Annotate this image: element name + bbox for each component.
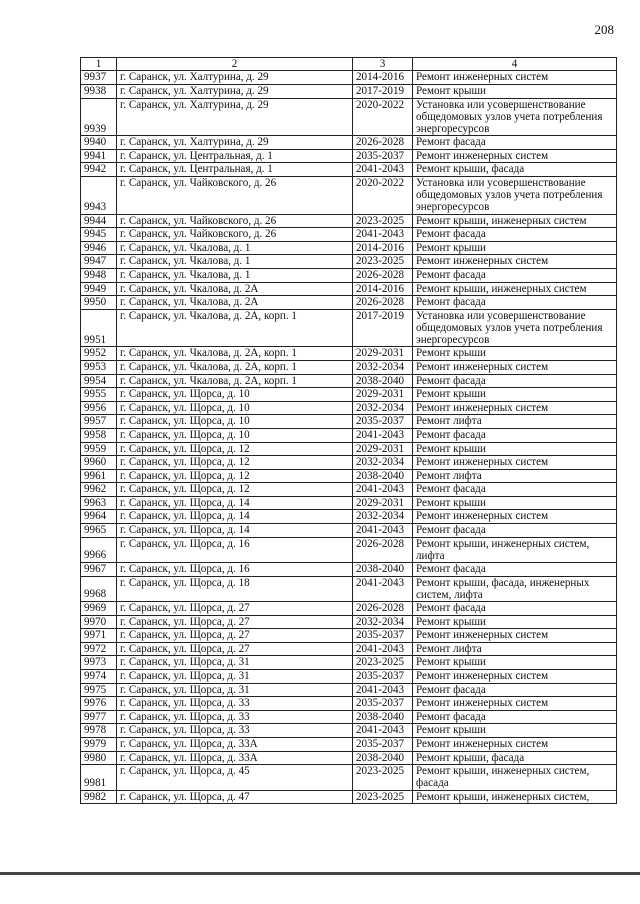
table-row [81,563,617,577]
period-cell: 2023-2025 [353,255,413,269]
address-cell: г. Саранск, ул. Щорса, д. 33 [117,710,353,724]
work-type-cell: Ремонт лифта [413,469,617,483]
period-cell: 2041-2043 [353,642,413,656]
period-cell: 2038-2040 [353,374,413,388]
address-cell: г. Саранск, ул. Чкалова, д. 2А, корп. 1 [117,347,353,361]
address-cell: г. Саранск, ул. Щорса, д. 14 [117,524,353,538]
table-row [81,751,617,765]
table-row [81,149,617,163]
work-type-cell: Ремонт крыши [413,615,617,629]
header-row [81,58,617,71]
address-cell: г. Саранск, ул. Щорса, д. 33 [117,724,353,738]
row-number-cell: 9941 [81,149,117,163]
table-row [81,765,617,790]
address-cell: г. Саранск, ул. Халтурина, д. 29 [117,71,353,85]
period-cell: 2032-2034 [353,456,413,470]
table-row [81,524,617,538]
address-cell: г. Саранск, ул. Щорса, д. 31 [117,670,353,684]
row-number-cell: 9955 [81,388,117,402]
row-number-cell: 9937 [81,71,117,85]
row-number-cell: 9938 [81,84,117,98]
row-number-cell: 9964 [81,510,117,524]
row-number-cell: 9963 [81,496,117,510]
col-header-3: 3 [353,58,413,71]
address-cell: г. Саранск, ул. Чкалова, д. 2А [117,282,353,296]
work-type-cell: Ремонт инженерных систем [413,738,617,752]
row-number-cell: 9954 [81,374,117,388]
row-number-cell: 9960 [81,456,117,470]
work-type-cell: Ремонт инженерных систем [413,401,617,415]
row-number-cell: 9980 [81,751,117,765]
period-cell: 2026-2028 [353,296,413,310]
address-cell: г. Саранск, ул. Щорса, д. 12 [117,483,353,497]
address-cell: г. Саранск, ул. Центральная, д. 1 [117,149,353,163]
address-cell: г. Саранск, ул. Щорса, д. 45 [117,765,353,790]
work-type-cell: Ремонт инженерных систем [413,149,617,163]
row-number-cell: 9940 [81,136,117,150]
address-cell: г. Саранск, ул. Щорса, д. 27 [117,602,353,616]
table-row [81,71,617,85]
row-number-cell: 9950 [81,296,117,310]
row-number-cell: 9957 [81,415,117,429]
period-cell: 2041-2043 [353,163,413,177]
row-number-cell: 9962 [81,483,117,497]
period-cell: 2020-2022 [353,176,413,214]
table-row [81,415,617,429]
address-cell: г. Саранск, ул. Чкалова, д. 2А, корп. 1 [117,360,353,374]
work-type-cell: Ремонт инженерных систем [413,510,617,524]
work-type-cell: Ремонт крыши, инженерных систем, [413,790,617,804]
table-row [81,629,617,643]
address-cell: г. Саранск, ул. Чкалова, д. 2А [117,296,353,310]
repair-schedule-table [80,57,617,804]
work-type-cell: Ремонт лифта [413,642,617,656]
work-type-cell: Ремонт крыши [413,84,617,98]
work-type-cell: Ремонт крыши [413,442,617,456]
table-row [81,374,617,388]
work-type-cell: Ремонт фасада [413,563,617,577]
row-number-cell: 9958 [81,428,117,442]
row-number-cell: 9972 [81,642,117,656]
table-row [81,483,617,497]
row-number-cell: 9946 [81,241,117,255]
row-number-cell: 9974 [81,670,117,684]
period-cell: 2023-2025 [353,765,413,790]
work-type-cell: Установка или усовершенствование общедомовых узлов учета потребления энергоресурсов [413,98,617,136]
address-cell: г. Саранск, ул. Чкалова, д. 1 [117,241,353,255]
row-number-cell: 9968 [81,576,117,601]
work-type-cell: Ремонт инженерных систем [413,670,617,684]
address-cell: г. Саранск, ул. Щорса, д. 10 [117,415,353,429]
row-number-cell: 9982 [81,790,117,804]
table-row [81,268,617,282]
period-cell: 2029-2031 [353,347,413,361]
work-type-cell: Ремонт инженерных систем [413,71,617,85]
period-cell: 2014-2016 [353,241,413,255]
work-type-cell: Ремонт фасада [413,296,617,310]
page-number: 208 [594,22,614,37]
table-row [81,710,617,724]
work-type-cell: Ремонт фасада [413,710,617,724]
table-row [81,602,617,616]
address-cell: г. Саранск, ул. Щорса, д. 10 [117,401,353,415]
work-type-cell: Ремонт фасада [413,268,617,282]
period-cell: 2026-2028 [353,136,413,150]
address-cell: г. Саранск, ул. Щорса, д. 12 [117,469,353,483]
address-cell: г. Саранск, ул. Чайковского, д. 26 [117,228,353,242]
period-cell: 2041-2043 [353,724,413,738]
row-number-cell: 9942 [81,163,117,177]
table-row [81,496,617,510]
row-number-cell: 9977 [81,710,117,724]
address-cell: г. Саранск, ул. Чкалова, д. 1 [117,255,353,269]
address-cell: г. Саранск, ул. Щорса, д. 18 [117,576,353,601]
address-cell: г. Саранск, ул. Халтурина, д. 29 [117,98,353,136]
period-cell: 2017-2019 [353,309,413,347]
table-row [81,136,617,150]
period-cell: 2014-2016 [353,71,413,85]
period-cell: 2023-2025 [353,656,413,670]
period-cell: 2023-2025 [353,214,413,228]
address-cell: г. Саранск, ул. Чайковского, д. 26 [117,214,353,228]
row-number-cell: 9978 [81,724,117,738]
table-row [81,388,617,402]
period-cell: 2035-2037 [353,670,413,684]
period-cell: 2023-2025 [353,790,413,804]
work-type-cell: Ремонт инженерных систем [413,697,617,711]
row-number-cell: 9979 [81,738,117,752]
table-row [81,670,617,684]
row-number-cell: 9952 [81,347,117,361]
work-type-cell: Ремонт фасада [413,683,617,697]
table-row [81,360,617,374]
period-cell: 2038-2040 [353,751,413,765]
period-cell: 2017-2019 [353,84,413,98]
period-cell: 2038-2040 [353,469,413,483]
work-type-cell: Ремонт инженерных систем [413,629,617,643]
work-type-cell: Ремонт инженерных систем [413,255,617,269]
table-row [81,683,617,697]
period-cell: 2020-2022 [353,98,413,136]
row-number-cell: 9939 [81,98,117,136]
table-row [81,282,617,296]
table-row [81,401,617,415]
row-number-cell: 9947 [81,255,117,269]
work-type-cell: Ремонт фасада [413,524,617,538]
row-number-cell: 9973 [81,656,117,670]
period-cell: 2032-2034 [353,401,413,415]
address-cell: г. Саранск, ул. Чкалова, д. 2А, корп. 1 [117,309,353,347]
period-cell: 2035-2037 [353,149,413,163]
col-header-2: 2 [117,58,353,71]
period-cell: 2032-2034 [353,360,413,374]
period-cell: 2035-2037 [353,738,413,752]
address-cell: г. Саранск, ул. Щорса, д. 16 [117,537,353,562]
address-cell: г. Саранск, ул. Чайковского, д. 26 [117,176,353,214]
table-row [81,510,617,524]
address-cell: г. Саранск, ул. Щорса, д. 12 [117,442,353,456]
address-cell: г. Саранск, ул. Щорса, д. 27 [117,615,353,629]
table-row [81,84,617,98]
work-type-cell: Ремонт крыши [413,347,617,361]
work-type-cell: Установка или усовершенствование общедомовых узлов учета потребления энергоресурсов [413,309,617,347]
table-row [81,347,617,361]
work-type-cell: Ремонт крыши, фасада [413,751,617,765]
address-cell: г. Саранск, ул. Щорса, д. 31 [117,683,353,697]
period-cell: 2041-2043 [353,428,413,442]
table-row [81,724,617,738]
row-number-cell: 9956 [81,401,117,415]
table-row [81,176,617,214]
period-cell: 2032-2034 [353,615,413,629]
address-cell: г. Саранск, ул. Халтурина, д. 29 [117,136,353,150]
period-cell: 2041-2043 [353,483,413,497]
scan-bottom-edge [0,872,640,875]
address-cell: г. Саранск, ул. Щорса, д. 14 [117,510,353,524]
period-cell: 2032-2034 [353,510,413,524]
address-cell: г. Саранск, ул. Чкалова, д. 1 [117,268,353,282]
address-cell: г. Саранск, ул. Щорса, д. 10 [117,428,353,442]
table-row [81,241,617,255]
work-type-cell: Ремонт крыши [413,656,617,670]
address-cell: г. Саранск, ул. Щорса, д. 14 [117,496,353,510]
row-number-cell: 9945 [81,228,117,242]
repair-schedule-table-wrap [80,57,616,804]
table-row [81,296,617,310]
work-type-cell: Ремонт крыши, инженерных систем [413,214,617,228]
work-type-cell: Ремонт крыши [413,388,617,402]
row-number-cell: 9970 [81,615,117,629]
table-row [81,214,617,228]
address-cell: г. Саранск, ул. Щорса, д. 33А [117,738,353,752]
period-cell: 2035-2037 [353,415,413,429]
address-cell: г. Саранск, ул. Халтурина, д. 29 [117,84,353,98]
table-row [81,790,617,804]
row-number-cell: 9967 [81,563,117,577]
table-row [81,576,617,601]
address-cell: г. Саранск, ул. Щорса, д. 33А [117,751,353,765]
row-number-cell: 9975 [81,683,117,697]
period-cell: 2026-2028 [353,537,413,562]
period-cell: 2029-2031 [353,388,413,402]
table-row [81,537,617,562]
row-number-cell: 9953 [81,360,117,374]
work-type-cell: Установка или усовершенствование общедомовых узлов учета потребления энергоресурсов [413,176,617,214]
work-type-cell: Ремонт фасада [413,136,617,150]
work-type-cell: Ремонт лифта [413,415,617,429]
period-cell: 2041-2043 [353,576,413,601]
table-row [81,228,617,242]
address-cell: г. Саранск, ул. Щорса, д. 47 [117,790,353,804]
work-type-cell: Ремонт инженерных систем [413,456,617,470]
row-number-cell: 9949 [81,282,117,296]
work-type-cell: Ремонт фасада [413,228,617,242]
row-number-cell: 9976 [81,697,117,711]
work-type-cell: Ремонт крыши, инженерных систем, лифта [413,537,617,562]
work-type-cell: Ремонт фасада [413,483,617,497]
work-type-cell: Ремонт фасада [413,602,617,616]
address-cell: г. Саранск, ул. Щорса, д. 10 [117,388,353,402]
period-cell: 2026-2028 [353,268,413,282]
row-number-cell: 9965 [81,524,117,538]
table-row [81,469,617,483]
work-type-cell: Ремонт крыши [413,241,617,255]
row-number-cell: 9944 [81,214,117,228]
table-row [81,738,617,752]
period-cell: 2038-2040 [353,710,413,724]
period-cell: 2014-2016 [353,282,413,296]
period-cell: 2029-2031 [353,496,413,510]
row-number-cell: 9981 [81,765,117,790]
period-cell: 2041-2043 [353,524,413,538]
row-number-cell: 9948 [81,268,117,282]
work-type-cell: Ремонт инженерных систем [413,360,617,374]
table-row [81,656,617,670]
table-row [81,642,617,656]
row-number-cell: 9943 [81,176,117,214]
table-row [81,428,617,442]
table-row [81,255,617,269]
work-type-cell: Ремонт крыши, инженерных систем [413,282,617,296]
period-cell: 2041-2043 [353,683,413,697]
row-number-cell: 9951 [81,309,117,347]
col-header-1: 1 [81,58,117,71]
work-type-cell: Ремонт крыши [413,724,617,738]
table-row [81,456,617,470]
address-cell: г. Саранск, ул. Щорса, д. 27 [117,629,353,643]
period-cell: 2035-2037 [353,697,413,711]
address-cell: г. Саранск, ул. Щорса, д. 27 [117,642,353,656]
address-cell: г. Саранск, ул. Щорса, д. 12 [117,456,353,470]
address-cell: г. Саранск, ул. Щорса, д. 31 [117,656,353,670]
row-number-cell: 9961 [81,469,117,483]
period-cell: 2026-2028 [353,602,413,616]
work-type-cell: Ремонт крыши, инженерных систем, фасада [413,765,617,790]
address-cell: г. Саранск, ул. Щорса, д. 16 [117,563,353,577]
table-row [81,442,617,456]
period-cell: 2038-2040 [353,563,413,577]
work-type-cell: Ремонт фасада [413,374,617,388]
period-cell: 2041-2043 [353,228,413,242]
address-cell: г. Саранск, ул. Центральная, д. 1 [117,163,353,177]
work-type-cell: Ремонт крыши, фасада [413,163,617,177]
table-row [81,615,617,629]
table-body [81,71,617,804]
row-number-cell: 9966 [81,537,117,562]
col-header-4: 4 [413,58,617,71]
period-cell: 2029-2031 [353,442,413,456]
work-type-cell: Ремонт крыши [413,496,617,510]
table-row [81,309,617,347]
table-row [81,163,617,177]
work-type-cell: Ремонт фасада [413,428,617,442]
work-type-cell: Ремонт крыши, фасада, инженерных систем, лифта [413,576,617,601]
address-cell: г. Саранск, ул. Чкалова, д. 2А, корп. 1 [117,374,353,388]
table-row [81,98,617,136]
row-number-cell: 9971 [81,629,117,643]
table-row [81,697,617,711]
address-cell: г. Саранск, ул. Щорса, д. 33 [117,697,353,711]
period-cell: 2035-2037 [353,629,413,643]
row-number-cell: 9959 [81,442,117,456]
row-number-cell: 9969 [81,602,117,616]
